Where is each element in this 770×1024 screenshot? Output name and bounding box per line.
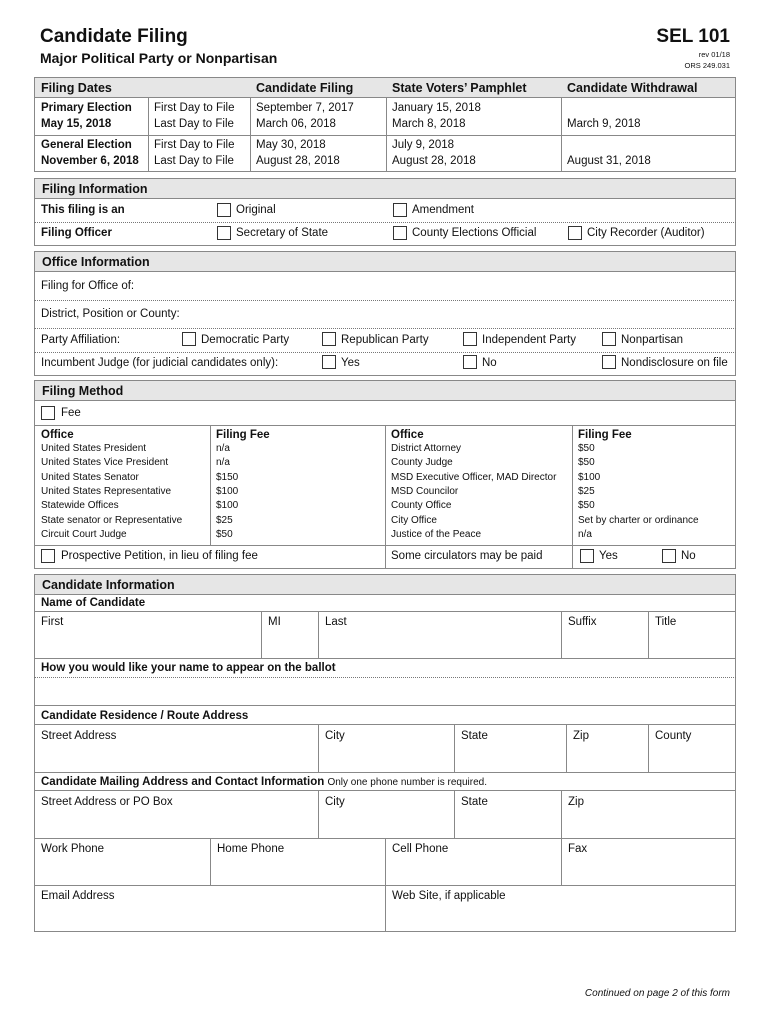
last-name-field[interactable]: Last [325, 616, 347, 628]
residence-city-field[interactable]: City [325, 730, 345, 742]
office-info-header: Office Information [34, 251, 736, 272]
incumbent-judge-label: Incumbent Judge (for judicial candidates only): [41, 357, 279, 369]
residence-zip-field[interactable]: Zip [573, 730, 589, 742]
general-filing-first: May 30, 2018 [256, 139, 326, 151]
fee-table-amount-left: $100 [216, 486, 239, 497]
prospective-petition-label: Prospective Petition, in lieu of filing fee [61, 550, 258, 562]
mailing-street-field[interactable]: Street Address or PO Box [41, 796, 173, 808]
primary-filing-first: September 7, 2017 [256, 102, 354, 114]
residence-county-field[interactable]: County [655, 730, 692, 742]
col-filing-dates: Filing Dates [41, 81, 112, 95]
mailing-city-field[interactable]: City [325, 796, 345, 808]
amendment-checkbox[interactable] [393, 203, 407, 217]
fax-field[interactable]: Fax [568, 843, 588, 855]
county-elections-checkbox[interactable] [393, 226, 407, 240]
rev-date: rev 01/18 [698, 50, 730, 59]
residence-address-label: Candidate Residence / Route Address [41, 710, 249, 722]
office-col-header-left: Office [41, 429, 74, 441]
general-last-day-label: Last Day to File [154, 155, 234, 167]
party-affiliation-label: Party Affiliation: [41, 334, 121, 346]
fee-table-office-left: United States Senator [41, 472, 139, 483]
fee-table-office-left: State senator or Representative [41, 515, 183, 526]
fee-table-amount-left: $100 [216, 500, 239, 511]
fee-table-office-right: MSD Councilor [391, 486, 459, 497]
fee-table-amount-left: $50 [216, 529, 233, 540]
col-candidate-filing: Candidate Filing [256, 81, 354, 95]
general-first-day-label: First Day to File [154, 139, 235, 151]
fee-table-amount-right: n/a [578, 529, 592, 540]
fee-table-office-left: United States President [41, 443, 147, 454]
circulators-no-label: No [681, 550, 696, 562]
fee-table-office-left: United States Representative [41, 486, 172, 497]
ballot-name-label: How you would like your name to appear on the ballot [41, 662, 336, 674]
filing-info-header: Filing Information [34, 178, 736, 199]
primary-pamphlet-first: January 15, 2018 [392, 102, 481, 114]
fee-table-amount-right: $25 [578, 486, 595, 497]
primary-last-day-label: Last Day to File [154, 118, 234, 130]
col-candidate-withdrawal: Candidate Withdrawal [567, 81, 698, 95]
home-phone-field[interactable]: Home Phone [217, 843, 285, 855]
nondisclosure-label: Nondisclosure on file [621, 357, 728, 369]
ors-ref: ORS 249.031 [684, 61, 730, 70]
form-subtitle: Major Political Party or Nonpartisan [40, 50, 278, 66]
candidate-info-header: Candidate Information [34, 574, 736, 595]
fee-col-header-right: Filing Fee [578, 429, 632, 441]
mailing-address-label [41, 776, 487, 788]
residence-street-field[interactable]: Street Address [41, 730, 117, 742]
title-field[interactable]: Title [655, 616, 677, 628]
middle-initial-field[interactable]: MI [268, 616, 281, 628]
fee-table-office-left: Statewide Offices [41, 500, 119, 511]
circulators-no-checkbox[interactable] [662, 549, 676, 563]
incumbent-yes-label: Yes [341, 357, 360, 369]
mailing-state-field[interactable]: State [461, 796, 488, 808]
form-number: SEL 101 [656, 26, 730, 47]
first-name-field[interactable]: First [41, 616, 64, 628]
fee-table-amount-right: $50 [578, 457, 595, 468]
general-election-date: November 6, 2018 [41, 155, 139, 167]
general-filing-last: August 28, 2018 [256, 155, 340, 167]
fee-table-amount-right: $50 [578, 443, 595, 454]
mailing-zip-field[interactable]: Zip [568, 796, 584, 808]
incumbent-yes-checkbox[interactable] [322, 355, 336, 369]
website-field[interactable]: Web Site, if applicable [392, 890, 506, 902]
primary-pamphlet-last: March 8, 2018 [392, 118, 466, 130]
original-checkbox[interactable] [217, 203, 231, 217]
fee-table-office-right: City Office [391, 515, 437, 526]
cell-phone-field[interactable]: Cell Phone [392, 843, 449, 855]
fee-table-amount-right: $50 [578, 500, 595, 511]
circulators-yes-label: Yes [599, 550, 618, 562]
general-pamphlet-last: August 28, 2018 [392, 155, 476, 167]
nonpartisan-checkbox[interactable] [602, 332, 616, 346]
amendment-label: Amendment [412, 204, 475, 216]
prospective-petition-checkbox[interactable] [41, 549, 55, 563]
ballot-name-field[interactable] [35, 678, 735, 705]
name-of-candidate-label: Name of Candidate [41, 597, 146, 609]
col-voters-pamphlet: State Voters’ Pamphlet [392, 81, 527, 95]
office-col-header-right: Office [391, 429, 424, 441]
fee-table-amount-left: $150 [216, 472, 239, 483]
filing-method-header: Filing Method [34, 380, 736, 401]
fee-table-office-right: District Attorney [391, 443, 462, 454]
mailing-address-title: Candidate Mailing Address and Contact Information [41, 776, 325, 788]
general-withdrawal: August 31, 2018 [567, 155, 651, 167]
circulators-yes-checkbox[interactable] [580, 549, 594, 563]
democratic-label: Democratic Party [201, 334, 290, 346]
independent-label: Independent Party [482, 334, 576, 346]
phone-requirement-note: Only one phone number is required. [327, 777, 488, 788]
nonpartisan-label: Nonpartisan [621, 334, 684, 346]
republican-checkbox[interactable] [322, 332, 336, 346]
original-label: Original [236, 204, 276, 216]
work-phone-field[interactable]: Work Phone [41, 843, 105, 855]
district-label: District, Position or County: [41, 308, 180, 320]
fee-table-office-left: Circuit Court Judge [41, 529, 127, 540]
general-election-label: General Election [41, 139, 132, 151]
incumbent-no-label: No [482, 357, 497, 369]
fee-table-office-right: County Office [391, 500, 452, 511]
democratic-checkbox[interactable] [182, 332, 196, 346]
primary-withdrawal: March 9, 2018 [567, 118, 641, 130]
fee-table-amount-left: n/a [216, 457, 230, 468]
residence-state-field[interactable]: State [461, 730, 488, 742]
independent-checkbox[interactable] [463, 332, 477, 346]
city-recorder-label: City Recorder (Auditor) [587, 227, 705, 239]
primary-filing-last: March 06, 2018 [256, 118, 336, 130]
incumbent-no-checkbox[interactable] [463, 355, 477, 369]
circulators-label: Some circulators may be paid [391, 550, 543, 562]
email-field[interactable]: Email Address [41, 890, 115, 902]
primary-election-label: Primary Election [41, 102, 132, 114]
fee-table-office-right: County Judge [391, 457, 453, 468]
nondisclosure-checkbox[interactable] [602, 355, 616, 369]
city-recorder-checkbox[interactable] [568, 226, 582, 240]
fee-table-office-left: United States Vice President [41, 457, 169, 468]
fee-table-amount-left: n/a [216, 443, 230, 454]
republican-label: Republican Party [341, 334, 429, 346]
filing-for-office-label: Filing for Office of: [41, 280, 135, 292]
fee-table-amount-right: Set by charter or ordinance [578, 515, 699, 526]
secretary-of-state-label: Secretary of State [236, 227, 329, 239]
fee-table-amount-right: $100 [578, 472, 601, 483]
revision-info [685, 49, 730, 71]
fee-label: Fee [61, 407, 81, 419]
filing-officer-label: Filing Officer [41, 227, 112, 239]
county-elections-label: County Elections Official [412, 227, 537, 239]
this-filing-label: This filing is an [41, 204, 125, 216]
general-pamphlet-first: July 9, 2018 [392, 139, 455, 151]
suffix-field[interactable]: Suffix [568, 616, 597, 628]
fee-table-office-right: MSD Executive Officer, MAD Director [391, 472, 557, 483]
fee-checkbox[interactable] [41, 406, 55, 420]
fee-col-header-left: Filing Fee [216, 429, 270, 441]
form-title: Candidate Filing [40, 26, 188, 47]
secretary-of-state-checkbox[interactable] [217, 226, 231, 240]
fee-table-office-right: Justice of the Peace [391, 529, 482, 540]
primary-election-date: May 15, 2018 [41, 118, 112, 130]
continued-note: Continued on page 2 of this form [584, 988, 730, 999]
primary-first-day-label: First Day to File [154, 102, 235, 114]
fee-table-amount-left: $25 [216, 515, 233, 526]
